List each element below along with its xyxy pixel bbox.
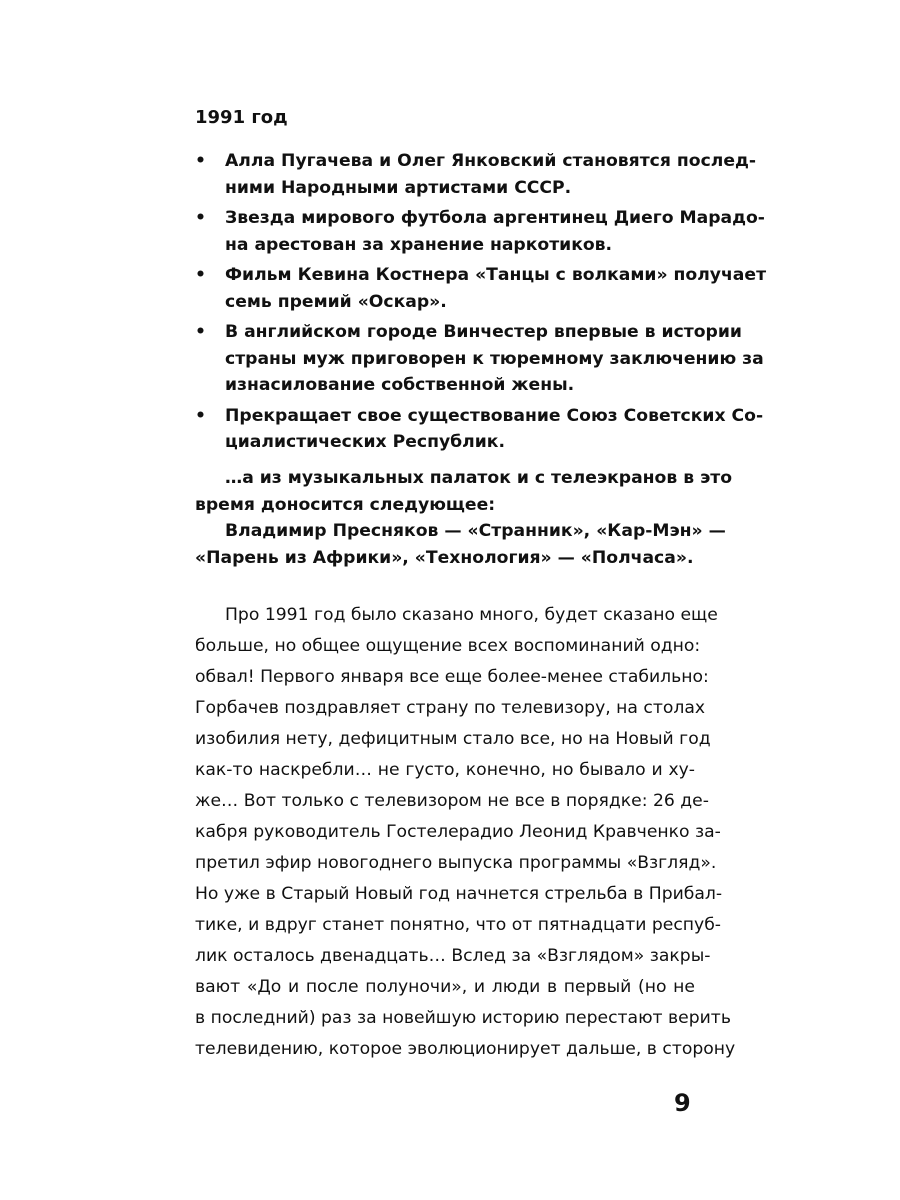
bullet-icon: •	[195, 265, 206, 285]
paragraph-line: изобилия нету, дефицитным стало все, но на Новый год	[195, 729, 711, 749]
list-item-line: Звезда мирового футбола аргентинец Диего Марадо-	[225, 208, 765, 228]
bullet-icon: •	[195, 208, 206, 228]
paragraph-line: Про 1991 год было сказано много, будет сказано еще	[225, 605, 718, 625]
paragraph-line: вают «До и после полуночи», и люди в первый (но не	[195, 977, 695, 997]
paragraph-line: в последний) раз за новейшую историю перестают верить	[195, 1008, 731, 1028]
list-item-line: Алла Пугачева и Олег Янковский становятся послед-	[225, 151, 757, 171]
list-item-line: семь премий «Оскар».	[225, 291, 447, 312]
list-item-line: изнасилование собственной жены.	[225, 375, 575, 395]
paragraph-line: телевидению, которое эволюционирует дальше, в сторону	[195, 1039, 736, 1059]
paragraph-line: же… Вот только с телевизором не все в порядке: 26 де-	[195, 791, 709, 811]
list-item-line: Прекращает свое существование Союз Советских Со-	[225, 405, 764, 426]
list-item-line: циалистических Республик.	[225, 432, 505, 452]
paragraph-line: Горбачев поздравляет страну по телевизору, на столах	[195, 698, 706, 718]
paragraph-line: лик осталось двенадцать… Вслед за «Взглядом» закры-	[195, 946, 711, 966]
list-item-line: В английском городе Винчестер впервые в истории	[225, 322, 742, 342]
music-list-line: Владимир Пресняков — «Странник», «Кар-Мэн» —	[225, 521, 726, 541]
paragraph-line: обвал! Первого января все еще более-менее стабильно:	[195, 667, 709, 687]
paragraph-line: больше, но общее ощущение всех воспоминаний одно:	[195, 636, 701, 656]
list-item	[195, 148, 757, 201]
list-item	[195, 319, 764, 399]
main-paragraph	[195, 600, 736, 1065]
bullet-icon: •	[195, 322, 206, 342]
list-item-line: ними Народными артистами СССР.	[225, 177, 572, 198]
paragraph-line: претил эфир новогоднего выпуска программы «Взгляд».	[195, 853, 717, 873]
list-item-line: Фильм Кевина Костнера «Танцы с волками» получает	[225, 265, 767, 285]
list-item	[195, 205, 765, 258]
page-number: 9	[674, 1089, 691, 1117]
music-intro	[195, 465, 733, 571]
paragraph-line: как-то наскребли… не густо, конечно, но бывало и ху-	[195, 760, 695, 780]
list-item	[195, 403, 764, 456]
events-list	[195, 148, 767, 460]
music-intro-line: …а из музыкальных палаток и с телеэкранов в это	[225, 468, 733, 488]
paragraph-line: кабря руководитель Гостелерадио Леонид Кравченко за-	[195, 822, 721, 842]
list-item-line: страны муж приговорен к тюремному заключению за	[225, 348, 764, 369]
music-list-line: «Парень из Африки», «Технология» — «Полчаса».	[195, 547, 694, 568]
bullet-icon: •	[195, 405, 206, 426]
bullet-icon: •	[195, 151, 206, 171]
paragraph-line: тике, и вдруг станет понятно, что от пятнадцати респуб-	[195, 915, 721, 935]
list-item-line: на арестован за хранение наркотиков.	[225, 234, 613, 255]
paragraph-line: Но уже в Старый Новый год начнется стрельба в Прибал-	[195, 884, 723, 904]
list-item	[195, 262, 767, 315]
section-heading: 1991 год	[195, 107, 288, 128]
music-intro-line: время доносится следующее:	[195, 494, 496, 515]
